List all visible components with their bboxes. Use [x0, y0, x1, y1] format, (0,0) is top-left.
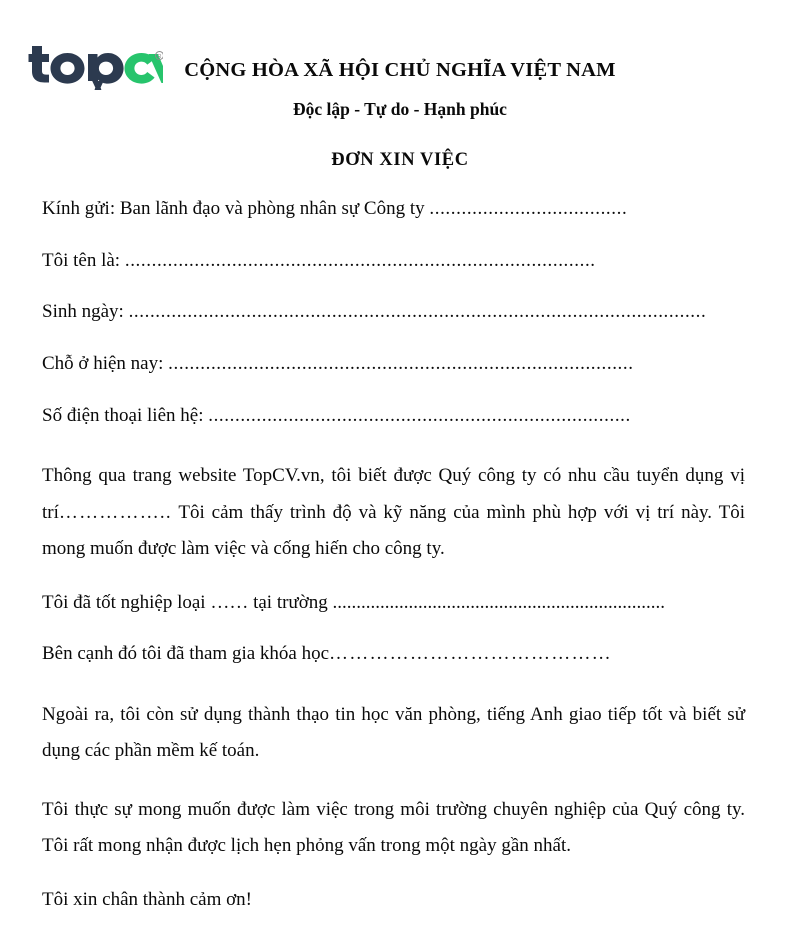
topcv-logo — [28, 38, 163, 90]
field-full-name — [42, 248, 745, 274]
field-graduation-label: Tôi đã tốt nghiệp loại …… tại trường — [42, 591, 333, 613]
field-birth-date — [42, 299, 745, 325]
topcv-logo-icon — [28, 38, 163, 90]
field-current-address-label: Chỗ ở hiện nay: — [42, 352, 169, 374]
field-birth-date-label: Sinh ngày: — [42, 301, 129, 323]
field-course — [42, 641, 745, 667]
field-phone-leader[interactable]: ............................................................................... — [208, 404, 631, 426]
field-course-label: Bên cạnh đó tôi đã tham gia khóa học — [42, 643, 330, 665]
intro-position-blank[interactable]: …………….. — [58, 501, 172, 523]
field-recipient-label: Kính gửi: Ban lãnh đạo và phòng nhân sự Công ty — [42, 198, 430, 219]
paragraph-closing: Tôi thực sự mong muốn được làm việc trong môi trường chuyên nghiệp của Quý công ty. Tôi rất mong nhận được lịch hẹn phỏng vấn trong một ngày gần nhất. — [42, 798, 745, 857]
field-course-blank[interactable]: …………………………………… — [329, 643, 612, 665]
field-full-name-leader[interactable]: ........................................................................................ — [124, 249, 596, 271]
paragraph-introduction — [42, 458, 745, 567]
document-body — [42, 196, 745, 931]
field-full-name-label: Tôi tên là: — [42, 249, 125, 271]
page-title: ĐƠN XIN VIỆC — [331, 150, 469, 170]
field-phone — [42, 403, 745, 429]
intro-text-part-two: Tôi cảm thấy trình độ và kỹ năng của mình phù hợp với vị trí này. Tôi mong muốn được làm việc và cống hiến cho công ty. — [42, 501, 745, 560]
field-recipient-leader[interactable]: ..................................... — [429, 198, 628, 219]
field-phone-label: Số điện thoại liên hệ: — [42, 404, 209, 426]
paragraph-skills: Ngoài ra, tôi còn sử dụng thành thạo tin học văn phòng, tiếng Anh giao tiếp tốt và biết sử dụng các phần mềm kế toán. — [42, 703, 745, 762]
field-birth-date-leader[interactable]: ............................................................................................................ — [128, 301, 707, 323]
paragraph-thanks: Tôi xin chân thành cảm ơn! — [42, 888, 253, 910]
field-graduation-leader[interactable]: ...................................................................... — [332, 591, 666, 613]
intro-text-part-one: Thông qua trang website TopCV.vn, tôi biết được Quý công ty có nhu cầu tuyển dụng vị trí — [42, 465, 745, 523]
nation-title: CỘNG HÒA XÃ HỘI CHỦ NGHĨA VIỆT NAM — [184, 59, 616, 81]
national-motto: Độc lập - Tự do - Hạnh phúc — [293, 98, 507, 119]
svg-text:R: R — [157, 54, 162, 61]
field-graduation — [42, 590, 745, 616]
field-current-address — [42, 351, 745, 377]
field-current-address-leader[interactable]: ....................................................................................... — [168, 352, 634, 374]
national-header — [165, 58, 635, 120]
field-recipient — [42, 196, 745, 222]
